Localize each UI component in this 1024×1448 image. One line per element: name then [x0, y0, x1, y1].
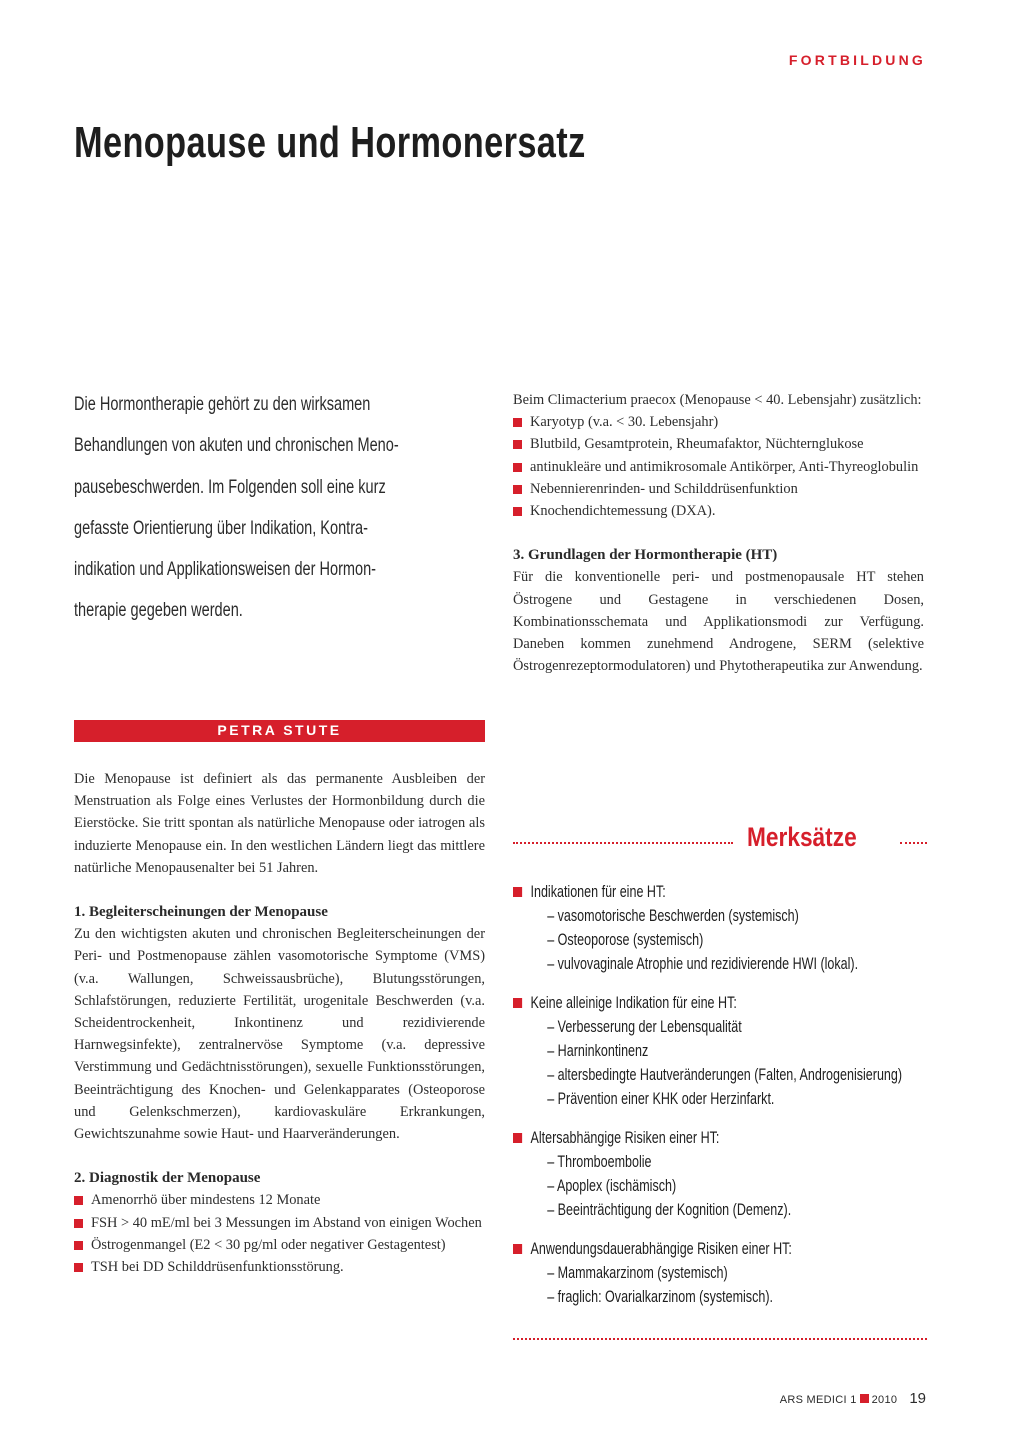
dotted-rule [513, 842, 733, 844]
list-item [513, 433, 924, 455]
bullet-square-icon [513, 1133, 522, 1143]
merksatz-subitem: – Harninkontinenz [547, 1042, 649, 1060]
diagnostik-list [74, 1189, 485, 1278]
lead-line: Behandlungen von akuten und chronischen Meno- [74, 434, 399, 457]
section1-text: Zu den wichtigsten akuten und chronischen Begleiterscheinungen der Peri- und Postmenopause zählen vasomotorische Symptome (VMS) (v.a. Wallungen, Schweissausbrüche), Blutungsstörungen, Schlafstörungen, reduzierte Fertilität, urogenitale Beschwerden (v.a. Scheidentrockenheit, Inkontinenz und rezidivierende Harnwegsinfekte), zentralnervöse Symptome (v.a. depressive Verstimmung und Gedächtnisstörungen), sexuelle Funktionsstörungen, Beeinträchtigung des Knochen- und Gelenkapparates (Osteoporose und Gelenkschmerzen), kardiovaskuläre Erkrankungen, Gewichtszunahme sowie Haut- und Haarveränderungen. [74, 926, 485, 1143]
merksatz-heading: Indikationen für eine HT: [530, 883, 666, 901]
bullet-square-icon [74, 1263, 83, 1272]
merksatz-subitem: – Thromboembolie [547, 1153, 652, 1171]
merksatz-subitem: – Beeinträchtigung der Kognition (Demenz). [547, 1201, 792, 1219]
list-item-text: Amenorrhö über mindestens 12 Monate [91, 1192, 321, 1209]
bullet-square-icon [513, 418, 522, 427]
list-item-text: FSH > 40 mE/ml bei 3 Messungen im Abstand von einigen Wochen [91, 1214, 482, 1231]
bullet-square-icon [513, 440, 522, 449]
page-number: 19 [909, 1390, 926, 1407]
merksatz-item [513, 1237, 908, 1309]
merksaetze-list [513, 880, 908, 1324]
list-item-text: Karyotyp (v.a. < 30. Lebensjahr) [530, 414, 719, 431]
lead-line: therapie gegeben werden. [74, 599, 243, 622]
merksatz-item [513, 1126, 908, 1222]
journal-year: 2010 [871, 1394, 898, 1406]
list-item [74, 1212, 485, 1234]
journal-name: ARS MEDICI 1 [779, 1394, 857, 1406]
merksatz-subitem: – vasomotorische Beschwerden (systemisch) [547, 907, 799, 925]
list-item [74, 1256, 485, 1278]
merksatz-subitem: – altersbedingte Hautveränderungen (Falten, Androgenisierung) [547, 1066, 903, 1084]
list-item [513, 411, 924, 433]
merksatz-subitem: – Osteoporose (systemisch) [547, 931, 704, 949]
merksatz-subitem: – vulvovaginale Atrophie und rezidivierende HWI (lokal). [547, 955, 859, 973]
article-title: Menopause und Hormonersatz [74, 118, 586, 167]
lead-line: indikation und Applikationsweisen der Hormon- [74, 558, 377, 581]
merksatz-heading: Keine alleinige Indikation für eine HT: [530, 994, 737, 1012]
section1-heading: 1. Begleiterscheinungen der Menopause [74, 904, 328, 921]
list-item [513, 456, 924, 478]
praecox-list [513, 411, 924, 522]
bullet-square-icon [513, 485, 522, 494]
merksatz-subitem: – Verbesserung der Lebensqualität [547, 1018, 742, 1036]
bullet-square-icon [74, 1241, 83, 1250]
merksatz-subitem: – Apoplex (ischämisch) [547, 1177, 677, 1195]
bullet-square-icon [513, 507, 522, 516]
author-name: PETRA STUTE [217, 722, 342, 738]
list-item-text: TSH bei DD Schilddrüsenfunktionsstörung. [91, 1259, 344, 1276]
section2-heading: 2. Diagnostik der Menopause [74, 1170, 261, 1187]
list-item [74, 1234, 485, 1256]
article-lead [74, 384, 491, 632]
section-label: FORTBILDUNG [788, 52, 926, 68]
list-item-text: antinukleäre und antimikrosomale Antikörper, Anti-Thyreoglobulin [530, 458, 919, 475]
merksatz-subitem: – Prävention einer KHK oder Herzinfarkt. [547, 1090, 775, 1108]
list-item [74, 1189, 485, 1211]
merksatz-item [513, 880, 908, 976]
list-item-text: Blutbild, Gesamtprotein, Rheumafaktor, Nüchternglukose [530, 436, 864, 453]
bullet-square-icon [513, 1244, 522, 1254]
dotted-rule [900, 842, 927, 844]
section3-heading: 3. Grundlagen der Hormontherapie (HT) [513, 547, 778, 564]
merksatz-heading: Altersabhängige Risiken einer HT: [530, 1129, 720, 1147]
list-item-text: Nebennierenrinden- und Schilddrüsenfunktion [530, 480, 798, 497]
merksaetze-header [513, 822, 927, 862]
right-column [513, 389, 924, 677]
list-item-text: Knochendichtemessung (DXA). [530, 503, 716, 520]
merksatz-item [513, 991, 908, 1111]
page-footer [760, 1390, 926, 1408]
intro-paragraph: Die Menopause ist definiert als das permanente Ausbleiben der Menstruation als Folge eines Verlustes der Hormonbildung durch die Eierstöcke. Sie tritt spontan als natürliche Menopause oder iatrogen als induzierte Menopause ein. In den westlichen Ländern liegt das mittlere natürliche Menopausenalter bei 51 Jahren. [74, 771, 485, 876]
lead-line: pausebeschwerden. Im Folgenden soll eine kurz [74, 475, 386, 498]
lead-line: Die Hormontherapie gehört zu den wirksamen [74, 393, 371, 415]
merksaetze-title: Merksätze [747, 822, 857, 852]
praecox-intro: Beim Climacterium praecox (Menopause < 40. Lebensjahr) zusätzlich: [513, 392, 922, 408]
section3-text: Für die konventionelle peri- und postmenopausale HT stehen Östrogene und Gestagene in verschiedenen Dosen, Kombinationsschemata und Applikationsmodi zur Verfügung. Daneben kommen zunehmend Androgene, SERM (selektive Östrogenrezeptormodulatoren) und Phytotherapeutika zur Anwendung. [513, 569, 924, 675]
list-item [513, 478, 924, 500]
left-column [74, 768, 485, 1278]
bullet-square-icon [74, 1196, 83, 1205]
bullet-square-icon [513, 998, 522, 1008]
lead-line: gefasste Orientierung über Indikation, Kontra- [74, 516, 368, 539]
list-item [513, 500, 924, 522]
merksatz-subitem: – fraglich: Ovarialkarzinom (systemisch). [547, 1288, 773, 1306]
merksatz-heading: Anwendungsdauerabhängige Risiken einer HT: [530, 1240, 792, 1258]
merksatz-subitem: – Mammakarzinom (systemisch) [547, 1264, 728, 1282]
footer-square-icon [860, 1394, 869, 1403]
list-item-text: Östrogenmangel (E2 < 30 pg/ml oder negativer Gestagentest) [91, 1236, 446, 1253]
bullet-square-icon [513, 887, 522, 897]
dotted-rule [513, 1338, 927, 1340]
bullet-square-icon [74, 1219, 83, 1228]
bullet-square-icon [513, 463, 522, 472]
